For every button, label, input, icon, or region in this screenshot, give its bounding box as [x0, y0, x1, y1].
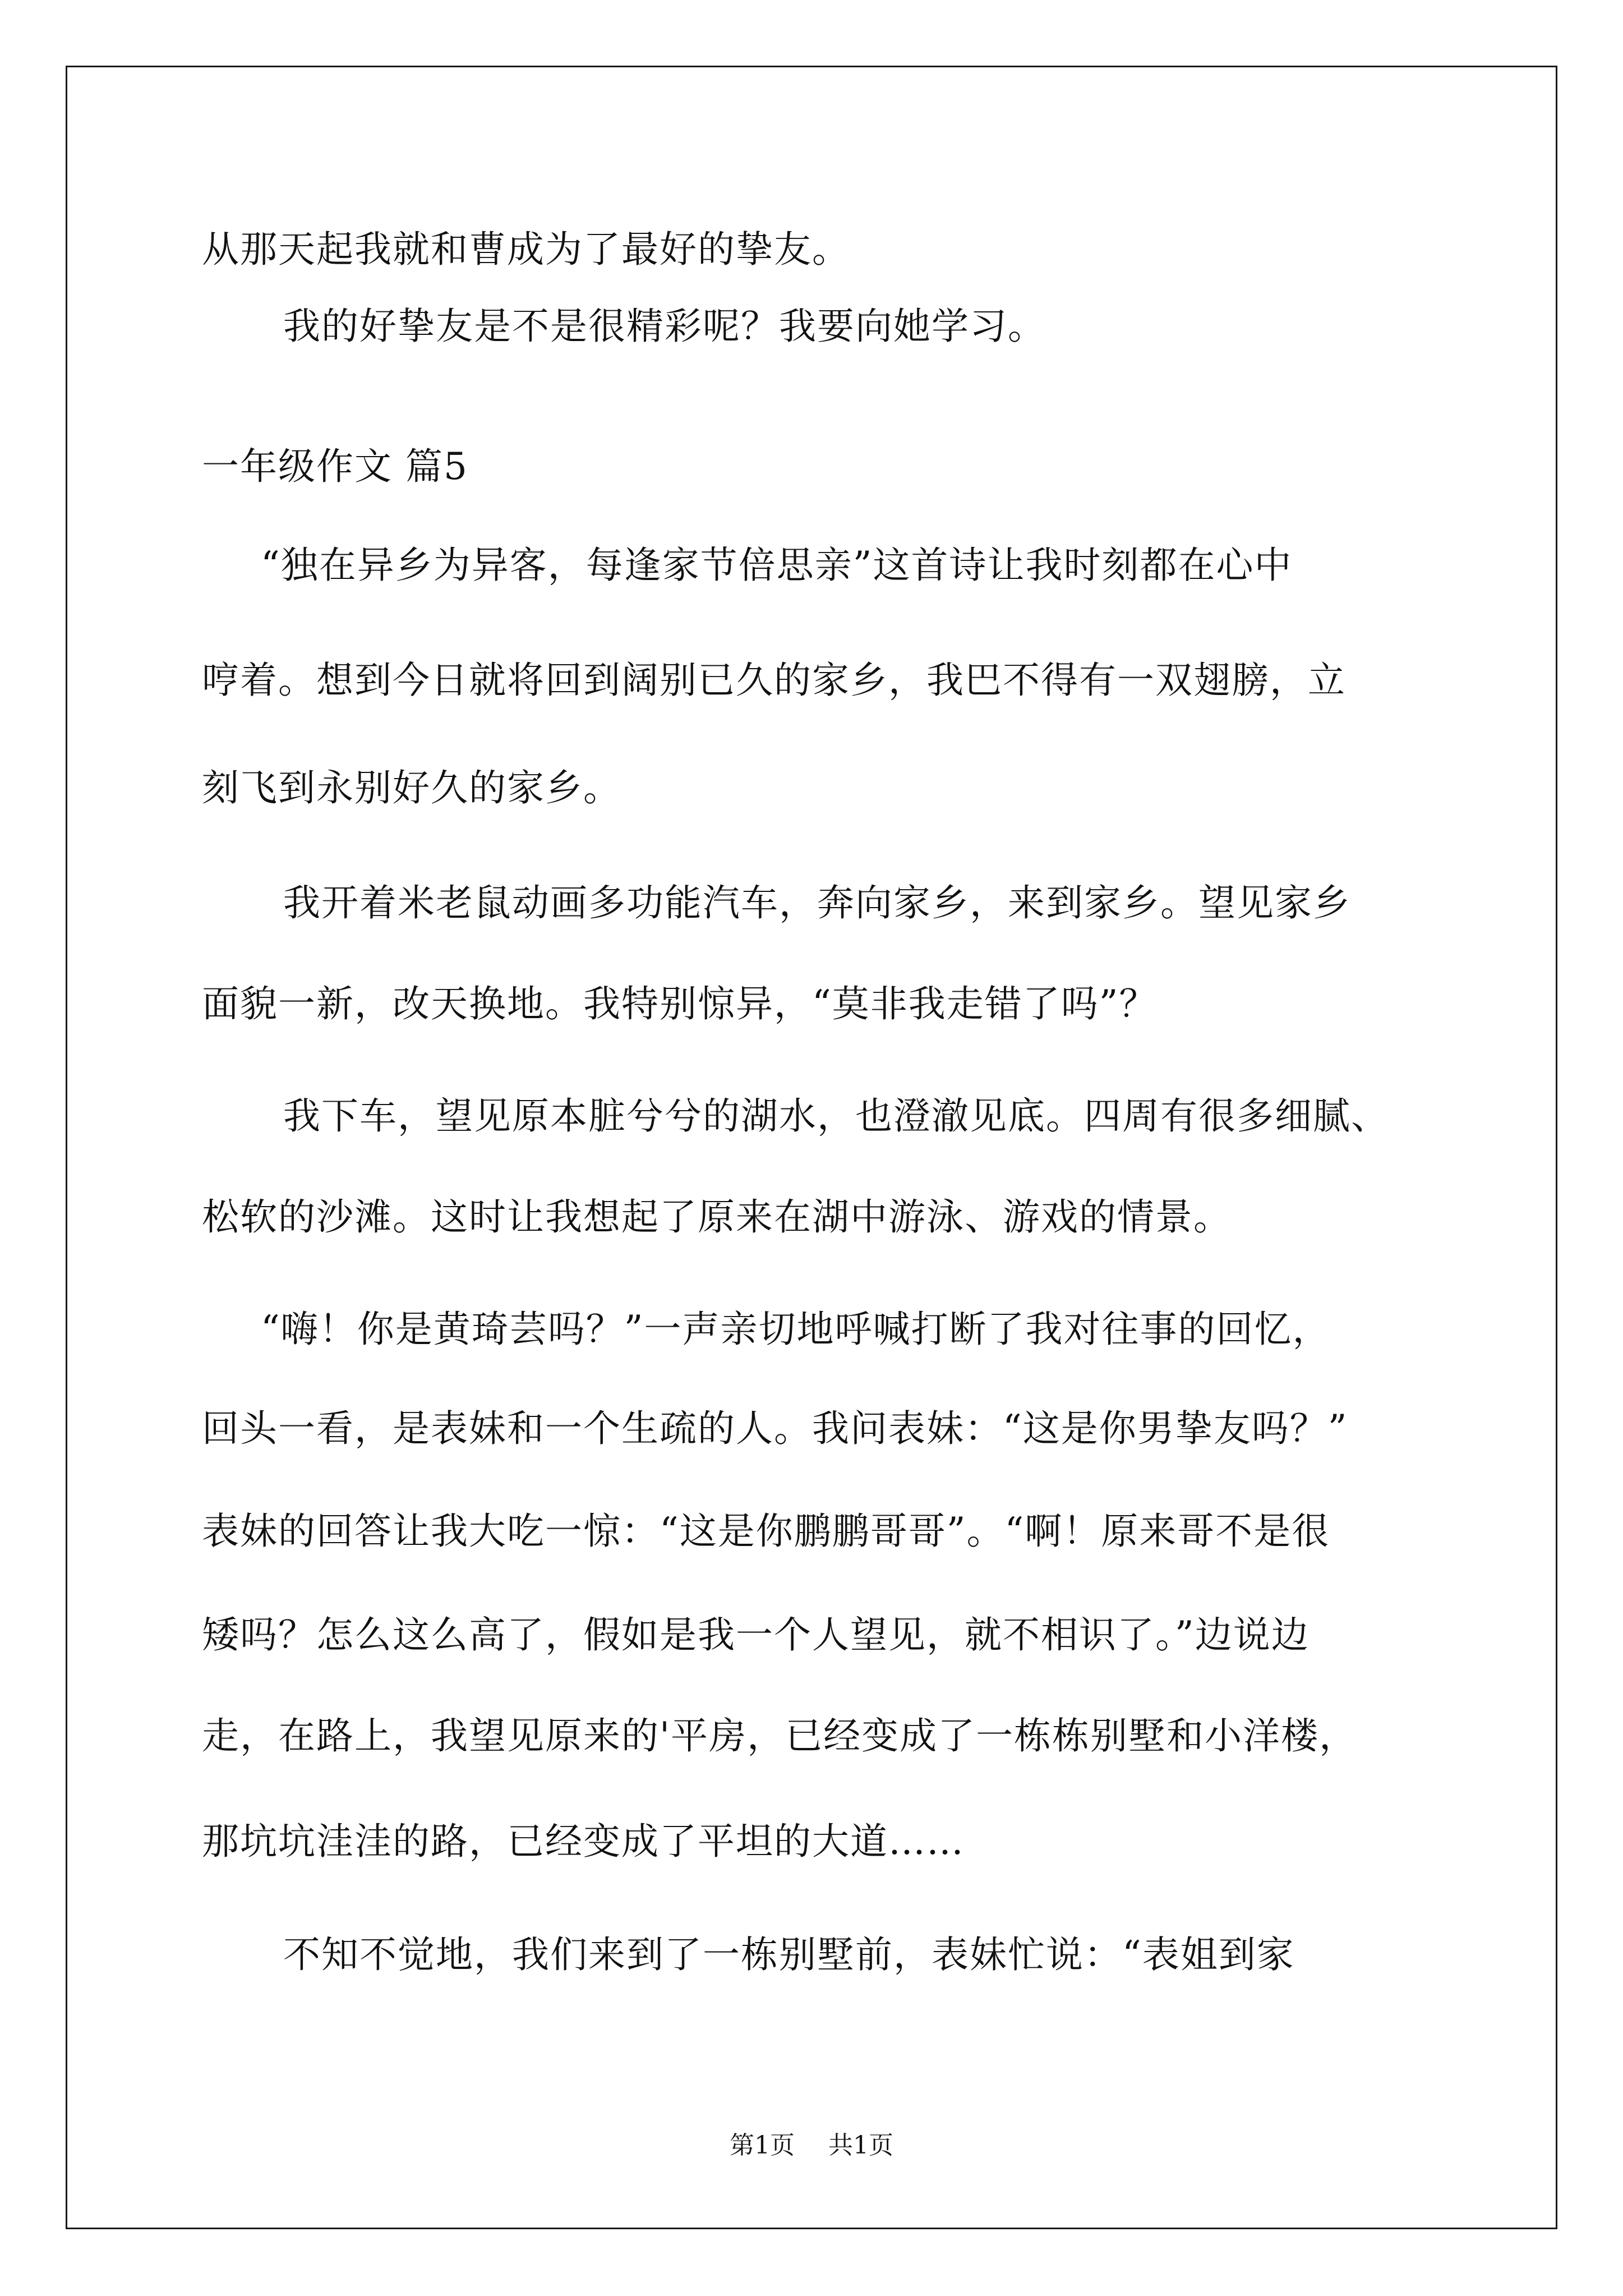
text-line-2: 我的好挚友是不是很精彩呢？我要向她学习。 — [283, 305, 1046, 348]
text-line-7: 我开着米老鼠动画多功能汽车，奔向家乡，来到家乡。望见家乡 — [283, 881, 1351, 924]
text-line-9: 我下车，望见原本脏兮兮的湖水，也澄澈见底。四周有很多细腻、 — [283, 1094, 1389, 1138]
text-line-1: 从那天起我就和曹成为了最好的挚友。 — [202, 228, 850, 271]
page-border — [66, 66, 1557, 2229]
text-line-10: 松软的沙滩。这时让我想起了原来在湖中游泳、游戏的情景。 — [202, 1195, 1232, 1239]
section-heading: 一年级作文 篇5 — [202, 445, 468, 488]
text-line-4: “独在异乡为异客，每逢家节倍思亲”这首诗让我时刻都在心中 — [261, 544, 1293, 587]
text-line-6: 刻飞到永别好久的家乡。 — [202, 766, 621, 809]
page-total: 共1页 — [828, 2131, 893, 2160]
text-line-17: 不知不觉地，我们来到了一栋别墅前，表妹忙说：“表姐到家 — [283, 1933, 1295, 1976]
text-line-15: 走，在路上，我望见原来的'平房，已经变成了一栋栋别墅和小洋楼， — [202, 1714, 1358, 1757]
text-line-16: 那坑坑洼洼的路，已经变成了平坦的大道…… — [202, 1820, 965, 1863]
text-line-5: 哼着。想到今日就将回到阔别已久的家乡，我巴不得有一双翅膀，立 — [202, 659, 1346, 702]
text-line-13: 表妹的回答让我大吃一惊：“这是你鹏鹏哥哥”。“啊！原来哥不是很 — [202, 1510, 1330, 1553]
text-line-8: 面貌一新，改天换地。我特别惊异，“莫非我走错了吗”？ — [202, 982, 1158, 1025]
text-line-11: “嗨！你是黄琦芸吗？”一声亲切地呼喊打断了我对往事的回忆， — [261, 1308, 1331, 1351]
text-line-12: 回头一看，是表妹和一个生疏的人。我问表妹：“这是你男挚友吗？” — [202, 1407, 1348, 1450]
page-current: 第1页 — [730, 2131, 795, 2160]
text-line-14: 矮吗？怎么这么高了，假如是我一个人望见，就不相识了。”边说边 — [202, 1613, 1310, 1657]
page-footer — [0, 2129, 1623, 2162]
